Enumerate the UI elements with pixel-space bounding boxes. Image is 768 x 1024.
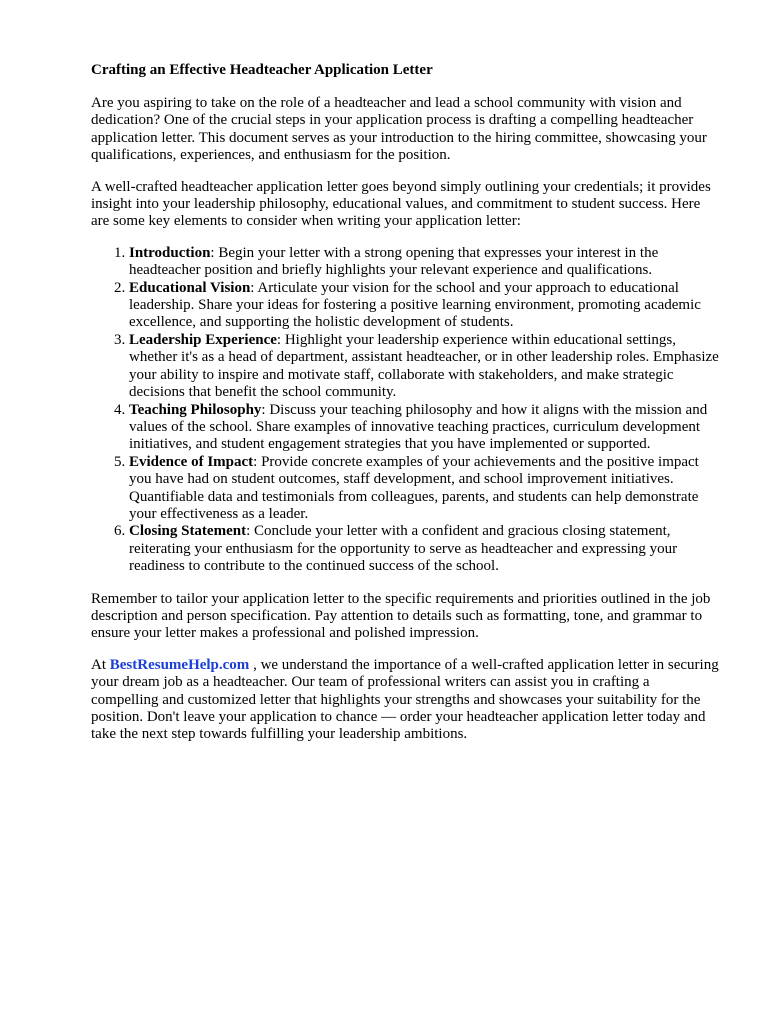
key-elements-list [91, 245, 720, 576]
list-item [129, 280, 720, 332]
closing-prefix: At [91, 656, 110, 673]
closing-paragraph [91, 657, 720, 744]
list-item-term: Closing Statement [129, 523, 247, 540]
list-item [129, 245, 720, 280]
list-item-term: Evidence of Impact [129, 453, 254, 470]
elements-paragraph: A well-crafted headteacher application letter goes beyond simply outlining your credentials; it provides insight into your leadership philosophy, educational values, and commitment to student success. Here are some key elements to consider when writing your application letter: [91, 178, 711, 230]
list-item-text: : Conclude your letter with a confident and gracious closing statement, reiterating your enthusiasm for the opportunity to serve as headteacher and expressing your readiness to contribute to the continued success of the school. [129, 523, 678, 575]
list-item [129, 523, 720, 575]
list-item [129, 454, 720, 524]
list-item [129, 402, 720, 454]
document-title: Crafting an Effective Headteacher Application Letter [91, 62, 433, 78]
list-item-term: Educational Vision [129, 279, 251, 296]
intro-paragraph: Are you aspiring to take on the role of a headteacher and lead a school community with vision and dedication? One of the crucial steps in your application process is drafting a compelling headteacher application letter. This document serves as your introduction to the hiring committee, showcasing your qualifications, experiences, and enthusiasm for the position. [91, 95, 707, 164]
list-item-text: : Begin your letter with a strong opening that expresses your interest in the headteacher position and briefly highlights your relevant experience and qualifications. [129, 244, 659, 279]
list-item-text: : Highlight your leadership experience within educational settings, whether it's as a head of department, assistant headteacher, or in other leadership roles. Emphasize your ability to inspire and motivate staff, collaborate with stakeholders, and make strategic decisions that benefit the school community. [129, 331, 719, 401]
list-item-term: Introduction [129, 244, 211, 261]
closing-text: , we understand the importance of a well-crafted application letter in securing your dream job as a headteacher. Our team of professional writers can assist you in crafting a compelling and customized letter that highlights your strengths and showcases your suitability for the position. Don't leave your application to chance — order your headteacher application letter today and take the next step towards fulfilling your leadership ambitions. [91, 656, 719, 743]
list-item-text: : Articulate your vision for the school and your approach to educational leadership. Share your ideas for fostering a positive learning environment, promoting academic excellence, and supporting the holistic development of students. [129, 279, 701, 331]
list-item-term: Leadership Experience [129, 331, 277, 348]
remember-paragraph: Remember to tailor your application letter to the specific requirements and priorities outlined in the job description and person specification. Pay attention to details such as formatting, tone, and grammar to ensure your letter makes a professional and polished impression. [91, 590, 711, 642]
list-item-term: Teaching Philosophy [129, 401, 262, 418]
list-item [129, 332, 720, 402]
list-item-text: : Provide concrete examples of your achievements and the positive impact you have had on student outcomes, staff development, and school improvement initiatives. Quantifiable data and testimonials from colleagues, parents, and students can help demonstrate your effectiveness as a leader. [129, 453, 699, 522]
list-item-text: : Discuss your teaching philosophy and how it aligns with the mission and values of the school. Share examples of innovative teaching practices, curriculum development initiatives, and student engagement strategies that you have implemented or supported. [129, 401, 708, 453]
bestresumehelp-link[interactable]: BestResumeHelp.com [109, 656, 250, 673]
